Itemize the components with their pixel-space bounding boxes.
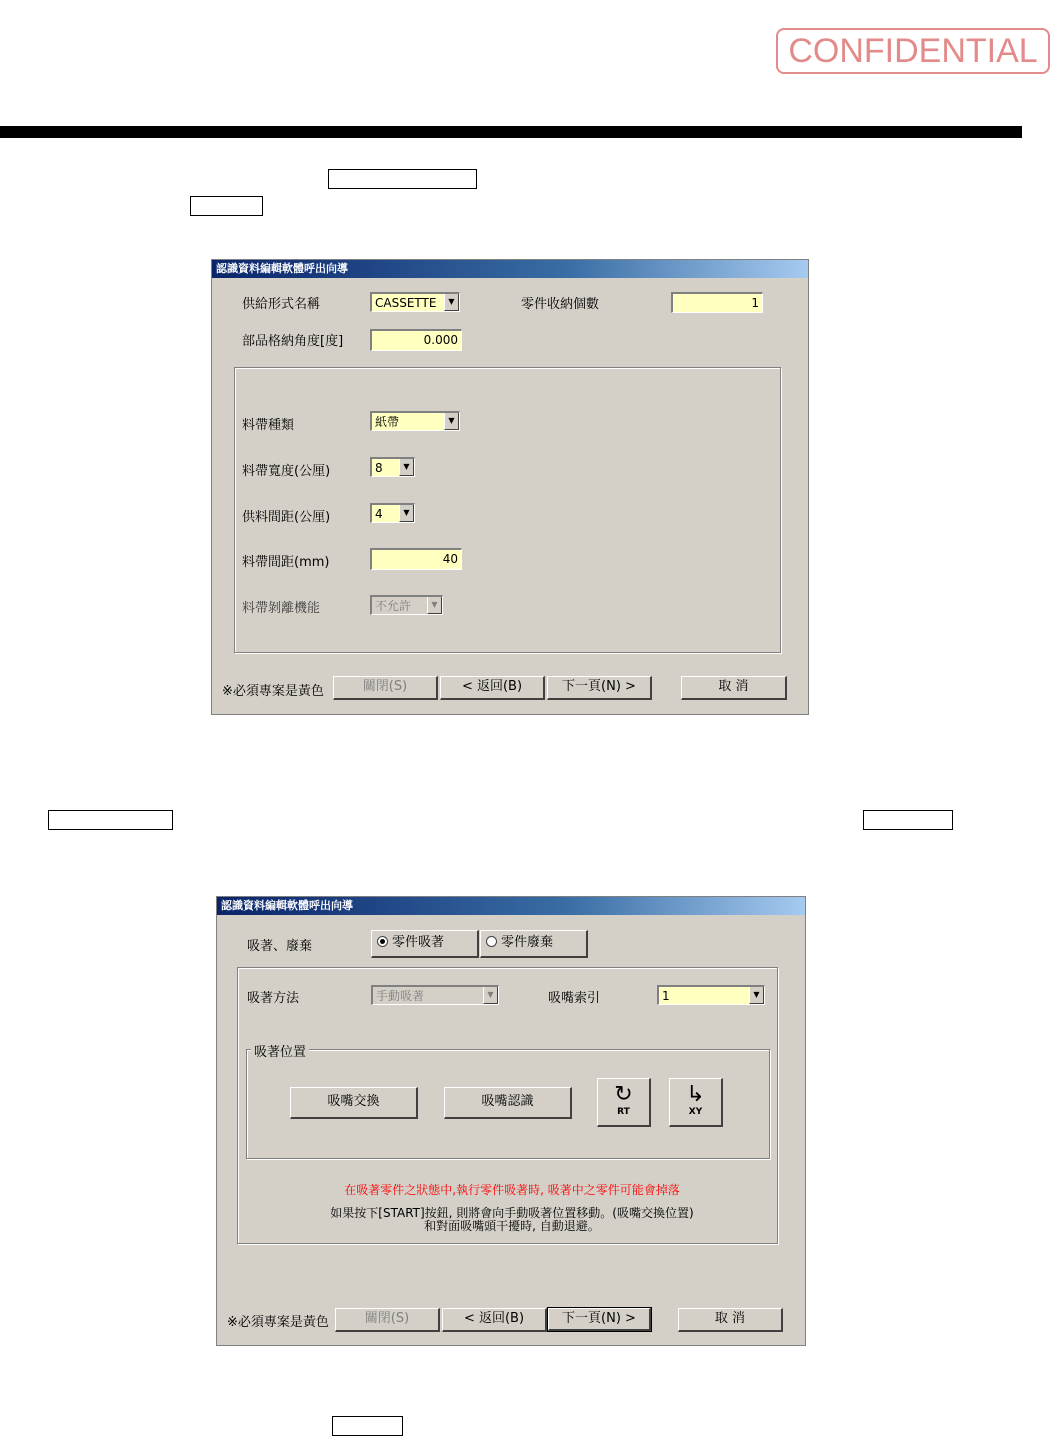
confidential-stamp: CONFIDENTIAL (776, 28, 1050, 74)
rotate-rt-button[interactable] (597, 1078, 651, 1127)
dropdown-arrow-icon[interactable]: ▼ (749, 987, 764, 1004)
tape-width-select[interactable] (370, 457, 415, 477)
text-box-5 (332, 1416, 403, 1436)
close-button[interactable]: 關閉(S) (333, 676, 438, 700)
peel-function-label: 料帶剝離機能 (242, 601, 321, 616)
pick-wizard-dialog (216, 896, 806, 1346)
feeder-wizard-dialog (211, 259, 809, 715)
peel-function-select[interactable] (370, 595, 443, 615)
nozzle-index-select[interactable] (657, 985, 765, 1005)
text-box-2 (190, 196, 263, 216)
tape-pitch-label: 料帶間距(mm) (242, 555, 330, 570)
xy-axis-icon: ↳ (686, 1082, 705, 1107)
supply-type-select[interactable] (370, 292, 460, 312)
next-button[interactable]: 下一頁(N) > (547, 676, 652, 700)
radio-unselected-icon (486, 936, 497, 947)
dialog-title: 認識資料編輯軟體呼出向導 (217, 897, 805, 915)
discard-radio[interactable] (480, 930, 588, 958)
supply-type-value: CASSETTE (375, 296, 437, 310)
tape-width-label: 料帶寬度(公厘) (242, 464, 331, 479)
dropdown-arrow-icon[interactable]: ▼ (399, 459, 414, 476)
nozzle-change-button[interactable]: 吸嘴交換 (290, 1087, 418, 1119)
feed-pitch-value: 4 (375, 507, 383, 521)
start-info-line1: 如果按下[START]按鈕, 則將會向手動吸著位置移動。(吸嘴交換位置) (330, 1206, 694, 1220)
pick-method-label: 吸著方法 (247, 991, 300, 1006)
discard-radio-label: 零件廢棄 (501, 935, 554, 950)
rt-label: RT (617, 1107, 630, 1117)
dropdown-arrow-icon[interactable]: ▼ (399, 505, 414, 522)
text-box-1 (328, 169, 477, 189)
storage-angle-label: 部品格納角度[度] (242, 334, 344, 349)
radio-selected-icon (377, 936, 388, 947)
required-note: ※必須專案是黃色 (222, 684, 324, 699)
back-button[interactable]: < 返回(B) (442, 1308, 547, 1332)
feed-pitch-select[interactable] (370, 503, 415, 523)
pick-method-select[interactable] (371, 985, 499, 1005)
move-xy-button[interactable] (669, 1078, 723, 1127)
xy-label: XY (688, 1107, 703, 1117)
next-button[interactable]: 下一頁(N) > (548, 1308, 651, 1331)
dropdown-arrow-icon[interactable]: ▼ (444, 413, 459, 430)
pick-method-value: 手動吸著 (376, 989, 425, 1003)
tape-type-label: 料帶種類 (242, 418, 295, 433)
peel-function-value: 不允許 (375, 599, 412, 613)
supply-type-label: 供給形式名稱 (242, 297, 321, 312)
pick-radio[interactable] (371, 930, 479, 958)
header-rule (0, 126, 1022, 138)
dropdown-arrow-icon[interactable]: ▼ (444, 294, 459, 311)
cancel-button[interactable]: 取 消 (678, 1308, 783, 1332)
back-button[interactable]: < 返回(B) (440, 676, 545, 700)
required-note: ※必須專案是黃色 (227, 1315, 329, 1330)
feed-pitch-label: 供料間距(公厘) (242, 510, 331, 525)
nozzle-index-value: 1 (662, 989, 670, 1003)
text-box-3 (48, 810, 173, 830)
nozzle-index-label: 吸嘴索引 (548, 991, 601, 1006)
nozzle-recognition-button[interactable]: 吸嘴認識 (444, 1087, 572, 1119)
start-info-line2: 和對面吸嘴頭干擾時, 自動退避。 (424, 1219, 600, 1233)
pick-position-group-label: 吸著位置 (251, 1041, 309, 1060)
rotate-icon: ↻ (614, 1082, 633, 1107)
dropdown-arrow-icon[interactable]: ▼ (427, 597, 442, 614)
close-button[interactable]: 關閉(S) (335, 1308, 440, 1332)
pick-radio-label: 零件吸著 (392, 935, 445, 950)
text-box-4 (863, 810, 953, 830)
pick-warning-text: 在吸著零件之狀態中,執行零件吸著時, 吸著中之零件可能會掉落 (344, 1183, 680, 1197)
dialog-title: 認識資料編輯軟體呼出向導 (212, 260, 808, 278)
storage-count-input[interactable]: 1 (671, 292, 763, 313)
dropdown-arrow-icon[interactable]: ▼ (483, 987, 498, 1004)
tape-width-value: 8 (375, 461, 383, 475)
cancel-button[interactable]: 取 消 (681, 676, 787, 700)
storage-count-label: 零件收納個數 (521, 297, 600, 312)
tape-pitch-input[interactable]: 40 (370, 548, 462, 570)
tape-type-value: 紙帶 (375, 415, 400, 429)
pick-discard-label: 吸著、廢棄 (247, 939, 313, 954)
storage-angle-input[interactable]: 0.000 (370, 329, 462, 351)
tape-type-select[interactable] (370, 411, 460, 431)
